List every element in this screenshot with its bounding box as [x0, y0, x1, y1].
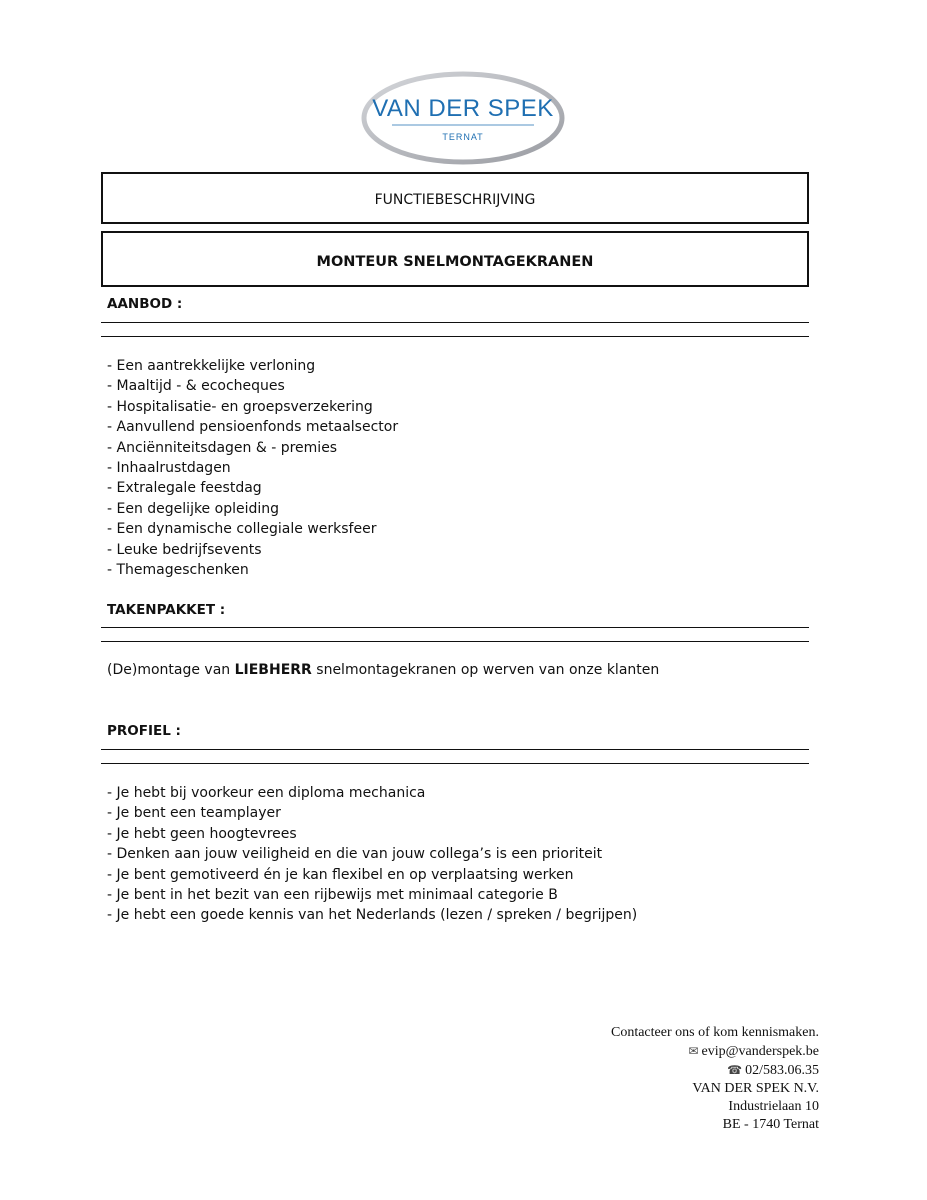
contact-email-line	[611, 1042, 819, 1061]
list-item: - Een degelijke opleiding	[107, 500, 280, 517]
list-item: - Een dynamische collegiale werksfeer	[107, 521, 377, 538]
profiel-heading: PROFIEL :	[107, 723, 181, 739]
doc-type-box	[101, 172, 809, 224]
list-item: - Een aantrekkelijke verloning	[107, 358, 316, 374]
contact-phone[interactable]: 02/583.06.35	[745, 1063, 819, 1078]
contact-intro: Contacteer ons of kom kennismaken.	[610, 1025, 819, 1040]
contact-city: BE - 1740 Ternat	[722, 1117, 819, 1132]
divider	[101, 749, 809, 750]
divider	[101, 627, 809, 628]
list-item: - Anciënniteitsdagen & - premies	[107, 439, 338, 456]
takenpakket-heading: TAKENPAKKET :	[107, 602, 226, 618]
list-item: - Themageschenken	[107, 562, 249, 579]
logo-subtitle: TERNAT	[442, 132, 484, 142]
list-item: - Je hebt bij voorkeur een diploma mechanica	[107, 785, 426, 801]
divider	[101, 641, 809, 642]
envelope-icon: ✉	[688, 1044, 699, 1058]
profiel-list	[107, 783, 637, 926]
aanbod-list	[107, 356, 398, 580]
job-title: MONTEUR SNELMONTAGEKRANEN	[316, 254, 594, 270]
list-item: - Je bent gemotiveerd én je kan flexibel en op verplaatsing werken	[107, 866, 574, 883]
list-item: - Maaltijd - & ecocheques	[107, 378, 285, 395]
logo-name: VAN DER SPEK	[372, 95, 554, 122]
contact-email[interactable]: evip@vanderspek.be	[701, 1044, 819, 1059]
list-item: - Hospitalisatie- en groepsverzekering	[107, 398, 373, 415]
list-item: - Leuke bedrijfsevents	[107, 541, 262, 558]
list-item: - Je bent een teamplayer	[107, 805, 281, 822]
divider	[101, 336, 809, 337]
list-item: - Aanvullend pensioenfonds metaalsector	[107, 419, 399, 436]
task-text-before: (De)montage van	[107, 662, 235, 678]
phone-icon: ☎	[727, 1063, 743, 1077]
contact-company: VAN DER SPEK N.V.	[692, 1081, 819, 1096]
contact-street: Industrielaan 10	[728, 1099, 819, 1114]
job-title-box	[101, 231, 809, 287]
list-item: - Denken aan jouw veiligheid en die van jouw collega’s is een prioriteit	[107, 846, 603, 863]
divider	[101, 763, 809, 764]
list-item: - Je bent in het bezit van een rijbewijs met minimaal categorie B	[107, 887, 558, 904]
list-item: - Inhaalrustdagen	[107, 460, 231, 477]
task-description	[107, 662, 659, 678]
contact-phone-line	[611, 1061, 819, 1080]
list-item: - Je hebt geen hoogtevrees	[107, 825, 297, 842]
divider	[101, 322, 809, 323]
doc-type: FUNCTIEBESCHRIJVING	[374, 192, 536, 208]
task-brand: LIEBHERR	[234, 662, 312, 678]
list-item: - Extralegale feestdag	[107, 480, 262, 497]
list-item: - Je hebt een goede kennis van het Nederlands (lezen / spreken / begrijpen)	[107, 907, 638, 924]
aanbod-heading: AANBOD :	[107, 296, 183, 312]
company-logo	[360, 70, 566, 166]
contact-block	[611, 1024, 819, 1134]
task-text-after: snelmontagekranen op werven van onze klanten	[311, 662, 660, 678]
